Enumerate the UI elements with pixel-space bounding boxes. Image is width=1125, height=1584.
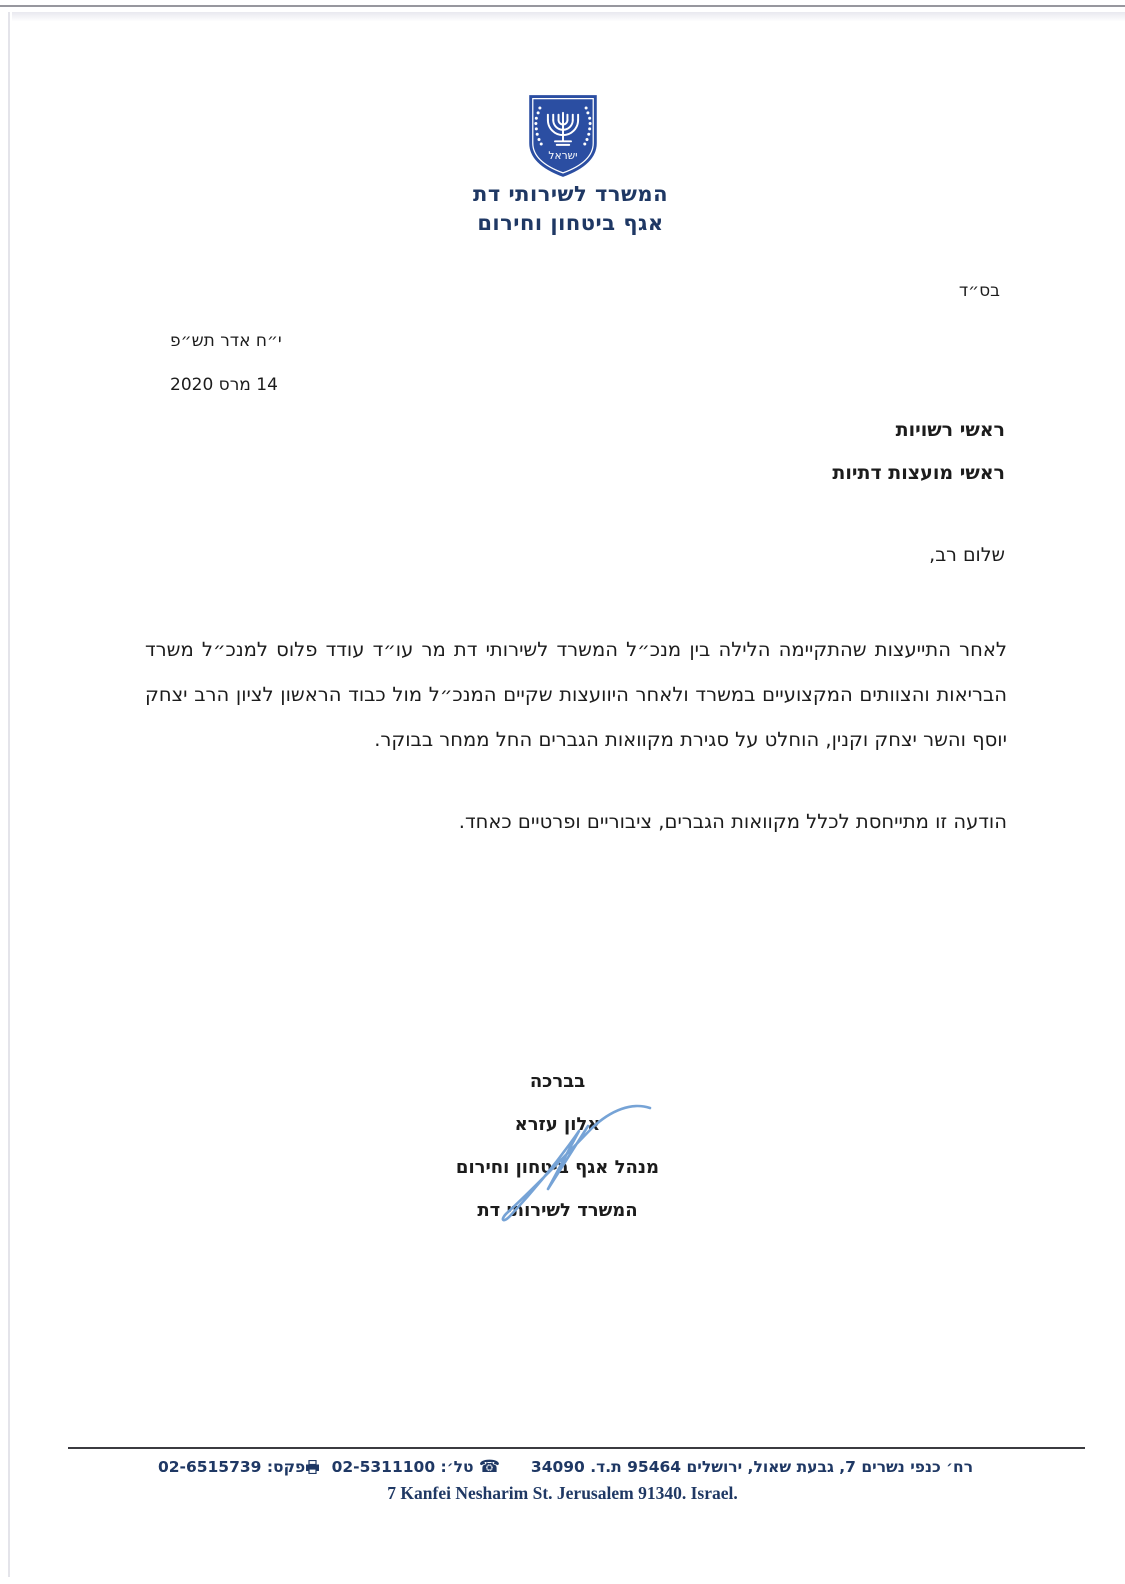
recipient-line: ראשי מועצות דתיות [832, 462, 1005, 484]
signer-org: המשרד לשירותי דת [477, 1200, 638, 1221]
body-paragraph-2: הודעה זו מתייחסת לכלל מקוואות הגברים, ציבוריים ופרטיים כאחד. [458, 810, 1007, 833]
signer-title: מנהל אגף ביטחון וחירום [455, 1157, 660, 1178]
greeting: שלום רב, [929, 544, 1005, 566]
scan-top-edge [0, 5, 1125, 7]
date-block [170, 331, 282, 419]
closing-word: בברכה [529, 1071, 586, 1092]
division-name: אגף ביטחון וחירום [477, 211, 664, 235]
scan-top-shadow [12, 12, 1125, 21]
hebrew-date: י״ח אדר תש״פ [170, 331, 282, 351]
footer-fax: פקס: 02-6515739 [157, 1458, 306, 1476]
footer-phone: טל׳: 02-5311100 [331, 1458, 474, 1476]
ministry-name: המשרד לשירותי דת [472, 182, 669, 206]
signer-name: אלון עזרא [514, 1114, 601, 1135]
recipients-block [832, 419, 1005, 505]
telephone-icon: ☎ [478, 1457, 501, 1477]
gregorian-date: 14 מרס 2020 [170, 375, 278, 395]
handwritten-signature [480, 1095, 670, 1235]
footer-street-address: רח׳ כנפי נשרים 7, גבעת שאול, ירושלים 95464 ת.ד. 34090 [530, 1458, 974, 1476]
recipient-line: ראשי רשויות [895, 419, 1005, 441]
footer-address-english: 7 Kanfei Nesharim St. Jerusalem 91340. Israel. [387, 1483, 738, 1503]
footer-divider [68, 1447, 1085, 1449]
israel-state-emblem-icon [0, 91, 1125, 185]
emblem-label: ישראל [547, 149, 578, 163]
bsd-abbreviation: בס״ד [958, 281, 1000, 301]
body-paragraph-1: לאחר התייעצות שהתקיימה הלילה בין מנכ״ל המשרד לשירותי דת מר עו״ד עודד פלוס למנכ״ל משרד הבריאות והצוותים המקצועיים במשרד ולאחר היוועצות שקיים המנכ״ל מול כבוד הראשון לציון הרב יצחק יוסף והשר יצחק וקנין, הוחלט על סגירת מקוואות הגברים החל ממחר בבוקר. [145, 638, 1007, 751]
scan-left-edge [8, 12, 10, 1577]
fax-icon [305, 1460, 320, 1474]
footer-address-hebrew [0, 1457, 1125, 1477]
